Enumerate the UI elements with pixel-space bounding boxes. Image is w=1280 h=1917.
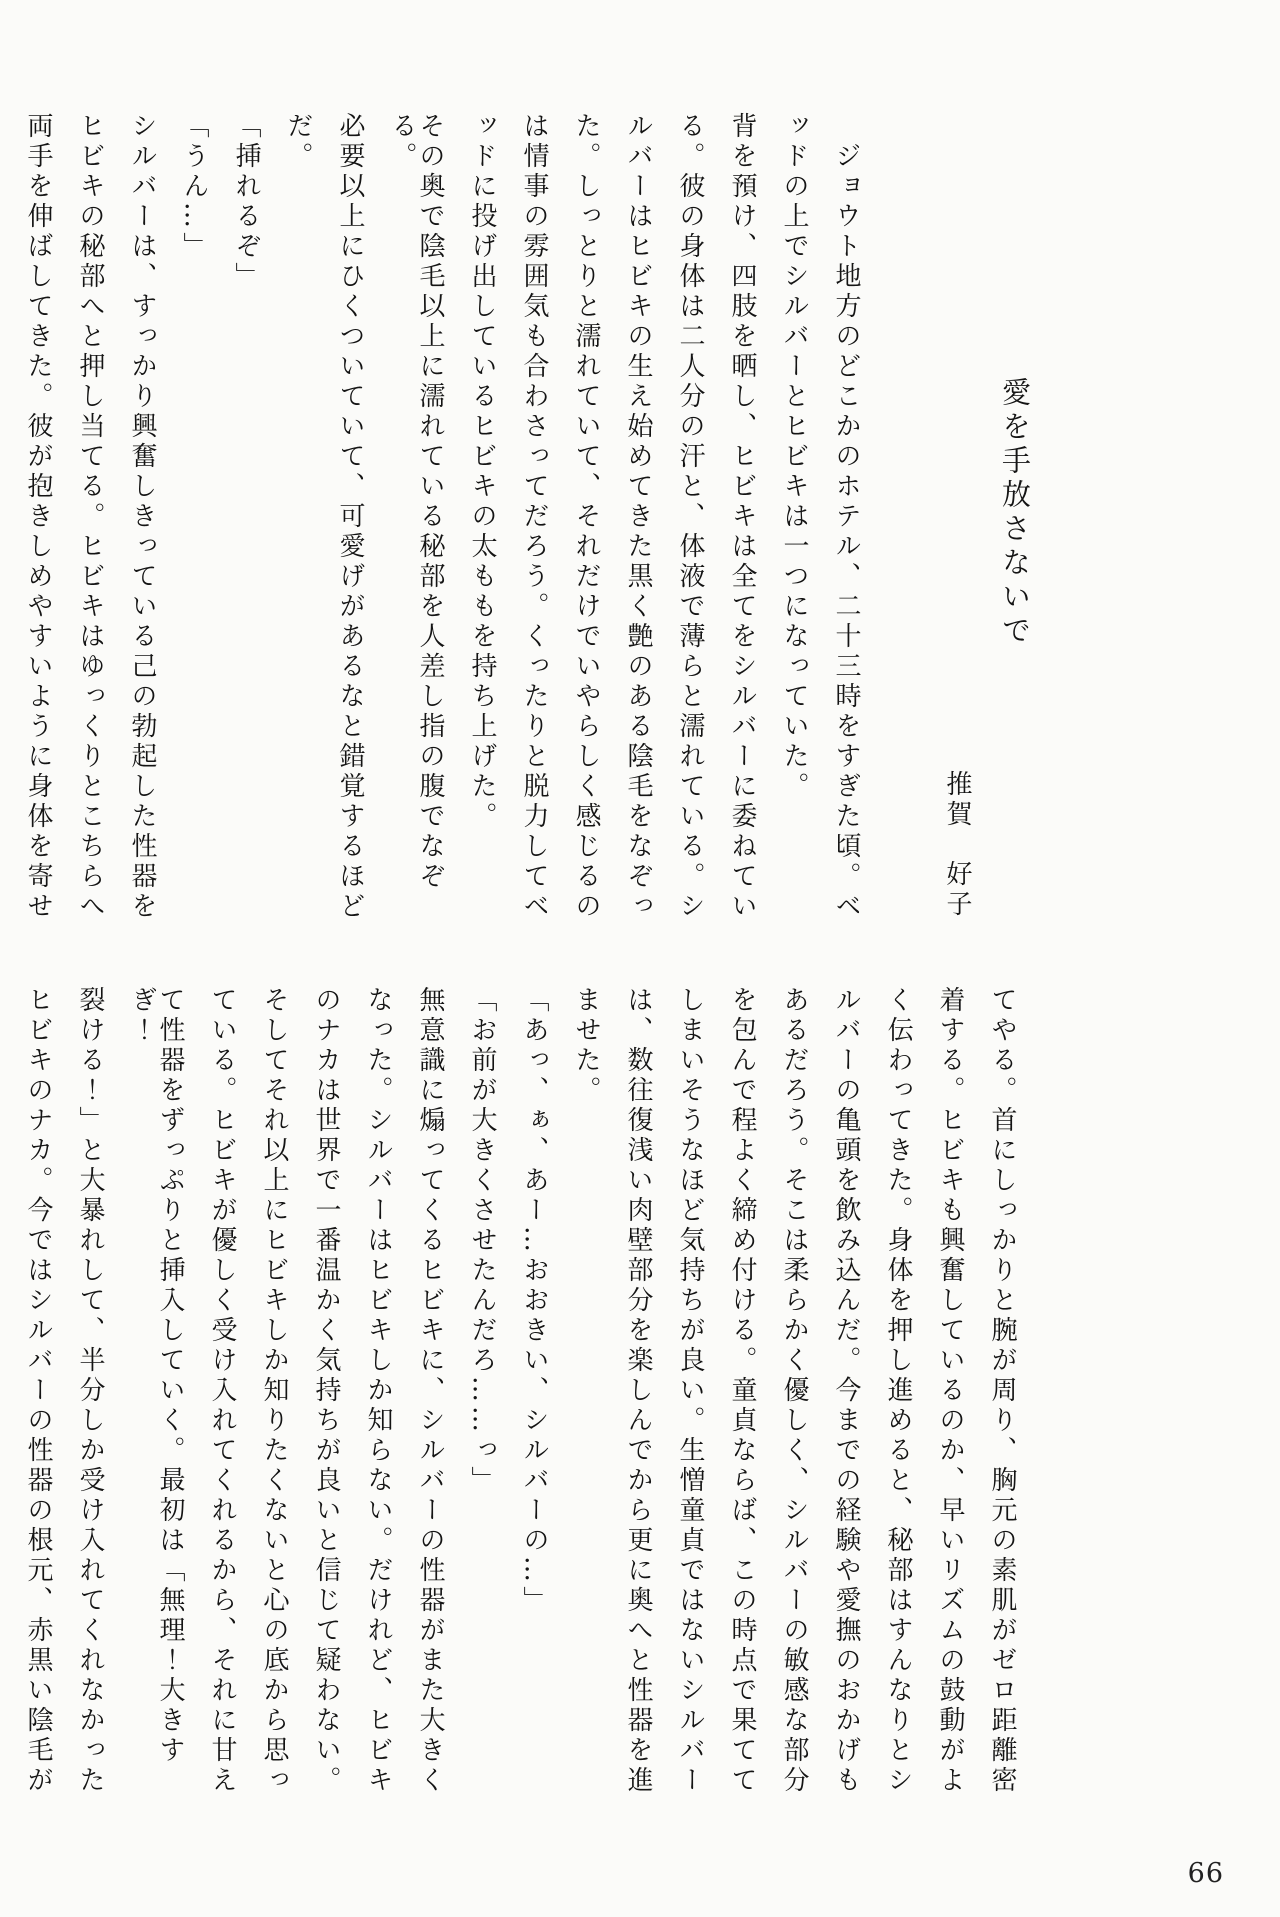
text-line: く伝わってきた。身体を押し進めると、秘部はすんなりとシ xyxy=(883,986,913,1796)
page-number: 66 xyxy=(1187,1858,1224,1889)
lower-text-band xyxy=(0,986,1016,1798)
text-line: た。しっとりと濡れていて、それだけでいやらしく感じるの xyxy=(571,112,601,922)
text-line: る。彼の身体は二人分の汗と、体液で薄らと濡れている。シ xyxy=(675,112,705,922)
author-name: 推賀 好子 xyxy=(942,770,972,920)
upper-text-band xyxy=(0,112,1032,924)
text-line: シルバーは、すっかり興奮しきっている己の勃起した性器を xyxy=(127,112,157,922)
text-line: あるだろう。そこは柔らかく優しく、シルバーの敏感な部分 xyxy=(779,986,809,1796)
text-line: ヒビキの秘部へと押し当てる。ヒビキはゆっくりとこちらへ xyxy=(75,112,105,922)
text-line: ジョウト地方のどこかのホテル、二十三時をすぎた頃。ベ xyxy=(831,142,861,922)
text-line: て性器をずっぷりと挿入していく。最初は「無理！大きすぎ！ xyxy=(127,986,185,1766)
text-line: そしてそれ以上にヒビキしか知りたくないと心の底から思っ xyxy=(259,986,289,1796)
text-line: ッドに投げ出しているヒビキの太ももを持ち上げた。 xyxy=(467,112,497,832)
text-line: しまいそうなほど気持ちが良い。生憎童貞ではないシルバー xyxy=(675,986,705,1796)
text-line: 背を預け、四肢を晒し、ヒビキは全てをシルバーに委ねてい xyxy=(727,112,757,922)
text-line: 無意識に煽ってくるヒビキに、シルバーの性器がまた大きく xyxy=(415,986,445,1796)
text-line: のナカは世界で一番温かく気持ちが良いと信じて疑わない。 xyxy=(311,986,341,1796)
text-line: だ。 xyxy=(283,112,313,172)
text-line: は情事の雰囲気も合わさってだろう。くったりと脱力してベ xyxy=(519,112,549,922)
story-title: 愛を手放さないで xyxy=(998,377,1032,649)
text-line: 裂ける！」と大暴れして、半分しか受け入れてくれなかった xyxy=(75,986,105,1796)
text-line: ッドの上でシルバーとヒビキは一つになっていた。 xyxy=(779,112,809,802)
text-line: ルバーの亀頭を飲み込んだ。今までの経験や愛撫のおかげも xyxy=(831,986,861,1796)
text-line: ヒビキのナカ。今ではシルバーの性器の根元、赤黒い陰毛が xyxy=(23,986,53,1796)
text-line: てやる。首にしっかりと腕が周り、胸元の素肌がゼロ距離密 xyxy=(987,986,1017,1796)
dialogue-line: 「お前が大きくさせたんだろ……っ」 xyxy=(467,986,497,1496)
dialogue-line: 「うん…」 xyxy=(179,112,209,262)
text-line: 着する。ヒビキも興奮しているのか、早いリズムの鼓動がよ xyxy=(935,986,965,1796)
dialogue-line: 「挿れるぞ」 xyxy=(231,112,261,292)
dialogue-line: 「あっ、ぁ、あー…おおきい、シルバーの…」 xyxy=(519,986,549,1616)
text-line: ませた。 xyxy=(571,986,601,1106)
text-line: なった。シルバーはヒビキしか知らない。だけれど、ヒビキ xyxy=(363,986,393,1796)
text-line: は、数往復浅い肉壁部分を楽しんでから更に奥へと性器を進 xyxy=(623,986,653,1796)
text-line: 必要以上にひくついていて、可愛げがあるなと錯覚するほど xyxy=(335,112,365,922)
text-line: 両手を伸ばしてきた。彼が抱きしめやすいように身体を寄せ xyxy=(23,112,53,922)
text-line: ルバーはヒビキの生え始めてきた黒く艶のある陰毛をなぞっ xyxy=(623,112,653,922)
text-line: その奥で陰毛以上に濡れている秘部を人差し指の腹でなぞる。 xyxy=(387,112,445,892)
text-line: を包んで程よく締め付ける。童貞ならば、この時点で果てて xyxy=(727,986,757,1796)
text-line: ている。ヒビキが優しく受け入れてくれるから、それに甘え xyxy=(207,986,237,1796)
